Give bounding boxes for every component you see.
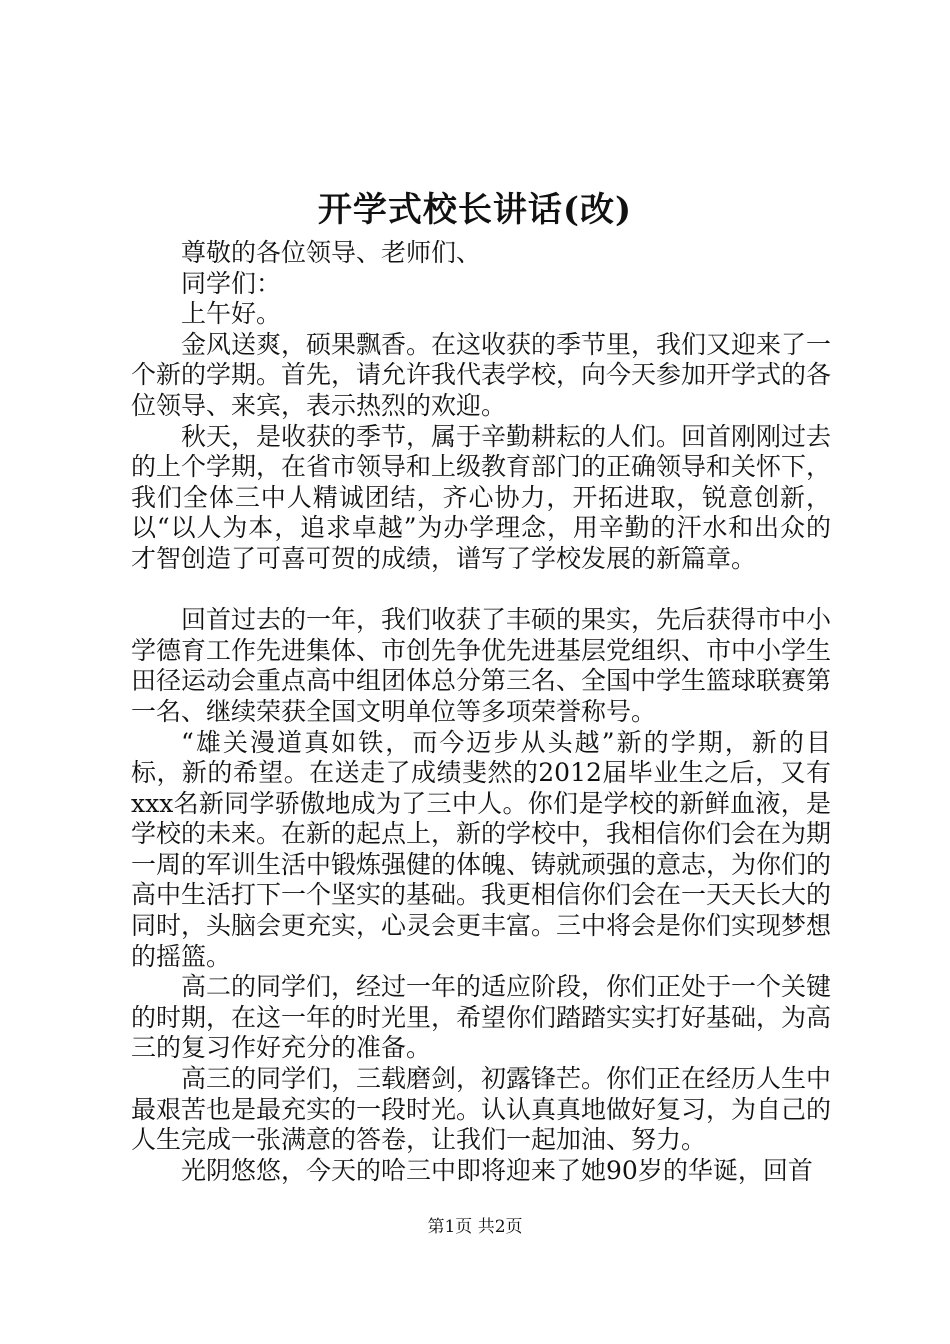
paragraph-grade-three: 高三的同学们，三载磨剑，初露锋芒。你们正在经历人生中最艰苦也是最充实的一段时光。认认真真地做好复习，为自己的人生完成一张满意的答卷，让我们一起加油、努力。 — [131, 1064, 832, 1155]
salutation-line-1: 尊敬的各位领导、老师们、 — [181, 238, 482, 267]
salutation-line-2: 同学们： — [181, 268, 282, 298]
paragraph-new-students: “雄关漫道真如铁，而今迈步从头越”新的学期，新的目标，新的希望。在送走了成绩斐然的2012届毕业生之后，又有xxx名新同学骄傲地成为了三中人。你们是学校的新鲜血液，是学校的未来。在新的起点上，新的学校中，我相信你们会在为期一周的军训生活中锻炼强健的体魄、铸就顽强的意志，为你们的高中生活打下一个坚实的基础。我更相信你们会在一天天长大的同时，头脑会更充实，心灵会更丰富。三中将会是你们实现梦想的摇篮。 — [131, 727, 832, 971]
paragraph-grade-two: 高二的同学们，经过一年的适应阶段，你们正处于一个关键的时期，在这一年的时光里，希望你们踏踏实实打好基础，为高三的复习作好充分的准备。 — [131, 972, 832, 1063]
greeting: 上午好。 — [181, 299, 282, 329]
paragraph-welcome: 金风送爽，硕果飘香。在这收获的季节里，我们又迎来了一个新的学期。首先，请允许我代表学校，向今天参加开学式的各位领导、来宾，表示热烈的欢迎。 — [131, 329, 832, 420]
document-title: 开学式校长讲话(改) — [317, 190, 633, 230]
document-body — [131, 238, 831, 1186]
paragraph-anniversary: 光阴悠悠，今天的哈三中即将迎来了她90岁的华诞，回首 — [181, 1155, 813, 1185]
paragraph-spacer — [131, 575, 831, 606]
page-number: 第1页 共2页 — [427, 1217, 523, 1237]
paragraph-autumn: 秋天，是收获的季节，属于辛勤耕耘的人们。回首刚刚过去的上个学期，在省市领导和上级教育部门的正确领导和关怀下，我们全体三中人精诚团结，齐心协力，开拓进取，锐意创新，以“以人为本，追求卓越”为办学理念，用辛勤的汗水和出众的才智创造了可喜可贺的成绩，谱写了学校发展的新篇章。 — [131, 421, 832, 573]
paragraph-achievements: 回首过去的一年，我们收获了丰硕的果实，先后获得市中小学德育工作先进集体、市创先争优先进基层党组织、市中小学生田径运动会重点高中组团体总分第三名、全国中学生篮球联赛第一名、继续荣获全国文明单位等多项荣誉称号。 — [131, 605, 832, 726]
